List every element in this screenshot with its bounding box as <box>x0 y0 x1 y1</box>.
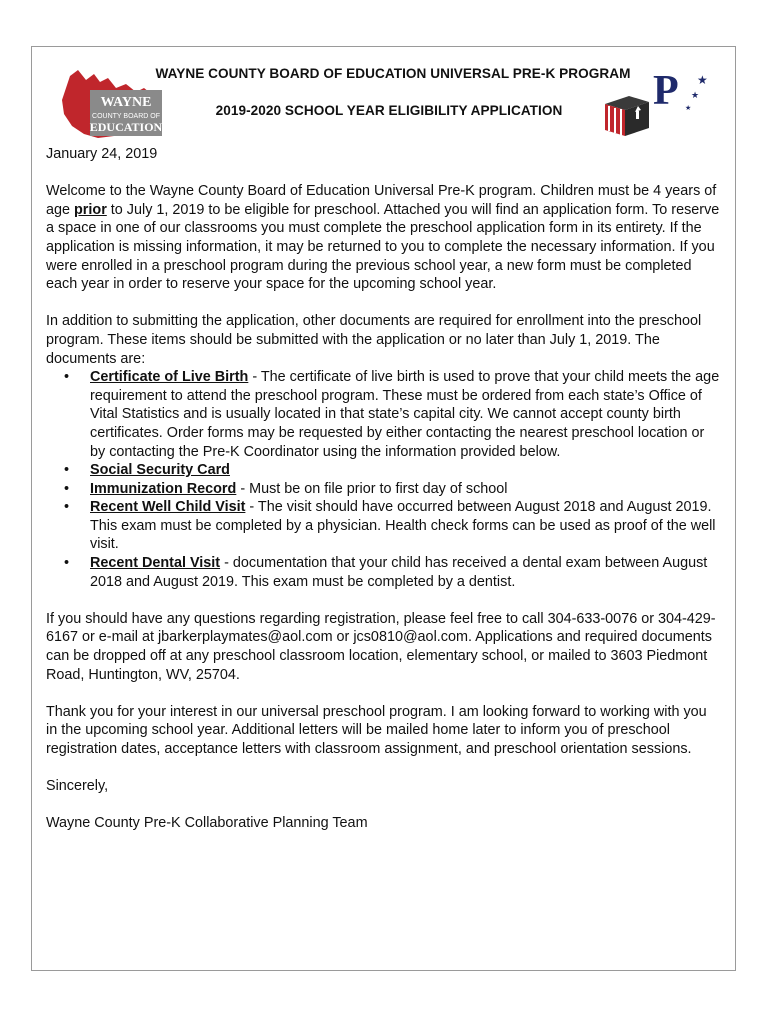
prior-emphasis: prior <box>74 201 107 218</box>
document-description: - documentation that your child has received a dental exam between August 2018 and August 2019. This exam must be completed by a dentist. <box>90 555 708 590</box>
welcome-text-end: to July 1, 2019 to be eligible for preschool. Attached you will find an application form. To reserve a space in one of our classrooms you must complete the preschool application form in its entirety. If the application is missing information, it may be returned to you to complete the necessary information. If you were enrolled in a preschool program during the previous school year, a new form must be completed each year in order to reserve your space for the upcoming school year. <box>46 201 720 293</box>
document-subtitle: 2019-2020 SCHOOL YEAR ELIGIBILITY APPLICATION <box>215 103 563 118</box>
logo-text-wayne: WAYNE <box>100 95 152 110</box>
bullet-icon: • <box>64 499 70 516</box>
contact-paragraph: If you should have any questions regarding registration, please feel free to call 304-633-0076 or 304-429-6167 or e-mail at jbarkerplaymates@aol.com or jcs0810@aol.com. Applications and required documents can be dropped off at any preschool classroom location, elementary school, or mailed to 3603 Piedmont Road, Huntington, WV, 25704. <box>46 610 716 683</box>
document-term: Immunization Record <box>90 480 237 497</box>
list-item <box>46 368 721 461</box>
document-term: Certificate of Live Birth <box>90 369 249 386</box>
list-item <box>46 498 721 554</box>
thank-you-paragraph: Thank you for your interest in our universal preschool program. I am looking forward to working with you in the upcoming school year. Additional letters will be mailed home later to inform you of preschool registration dates, acceptance letters with classroom assignment, and preschool orientation sessions. <box>46 703 707 757</box>
required-documents-list <box>46 368 721 591</box>
signature: Wayne County Pre-K Collaborative Planning Team <box>46 815 368 832</box>
bullet-icon: • <box>64 555 70 572</box>
star-icon: ★ <box>697 73 708 87</box>
logo-text-education: EDUCATION <box>89 120 163 134</box>
logo-letter-p: P <box>653 68 679 114</box>
star-icon: ★ <box>685 105 692 112</box>
bullet-icon: • <box>64 462 70 479</box>
list-item <box>46 554 721 591</box>
star-icon: ★ <box>691 90 700 100</box>
document-term: Recent Well Child Visit <box>90 499 246 516</box>
welcome-paragraph <box>46 182 721 294</box>
logo-text-county: COUNTY BOARD OF <box>92 113 160 120</box>
letter-body <box>46 145 721 852</box>
list-item <box>46 480 721 499</box>
document-term: Recent Dental Visit <box>90 555 221 572</box>
list-item <box>46 461 721 480</box>
bullet-icon: • <box>64 369 70 386</box>
document-description: - The certificate of live birth is used to prove that your child meets the age requirement to attend the preschool program. These must be ordered from each state’s Office of Vital Statistics and is usually located in that state’s capital city. We cannot accept county birth certificates. Order forms may be requested by either contacting the nearest preschool location or by contacting the Pre-K Coordinator using the information provided below. <box>90 369 720 460</box>
document-title: WAYNE COUNTY BOARD OF EDUCATION UNIVERSAL PRE-K PROGRAM <box>155 66 631 81</box>
welcome-text-start: Welcome to the Wayne County Board of Education Universal Pre-K program. Children must be 4 years of age <box>46 183 717 218</box>
documents-intro-paragraph: In addition to submitting the application, other documents are required for enrollment into the preschool program. These items should be submitted with the application or no later than July 1, 2019. The documents are: <box>46 313 702 367</box>
document-term: Social Security Card <box>90 462 230 479</box>
letter-date: January 24, 2019 <box>46 146 158 162</box>
closing: Sincerely, <box>46 778 109 795</box>
document-description: - The visit should have occurred between August 2018 and August 2019. This exam must be completed by a physician. Health check forms can be used as proof of the well visit. <box>90 499 716 553</box>
bullet-icon: • <box>64 480 70 497</box>
document-description: - Must be on file prior to first day of school <box>236 480 508 497</box>
